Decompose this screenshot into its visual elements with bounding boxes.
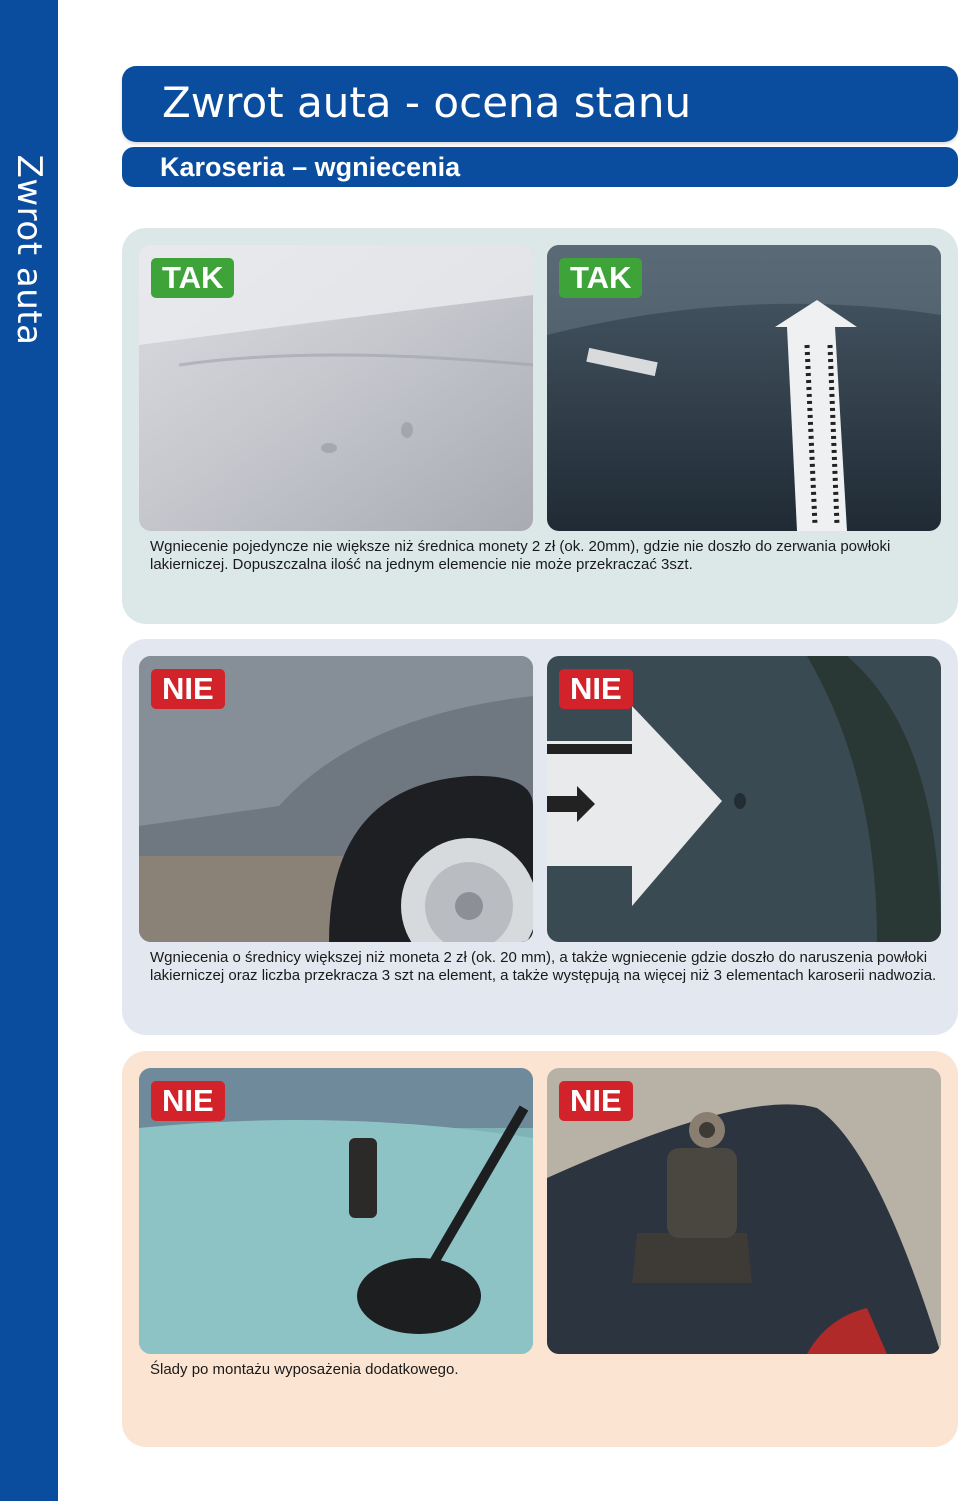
photo-grey-car-wheel-arch bbox=[139, 656, 533, 942]
unacceptable-badge: NIE bbox=[151, 669, 225, 709]
photo-dark-car-gauge bbox=[547, 245, 941, 531]
section-accessory-marks bbox=[122, 1051, 958, 1447]
section-subtitle: Karoseria – wgniecenia bbox=[160, 152, 461, 182]
unacceptable-badge: NIE bbox=[559, 1081, 633, 1121]
sidebar-label: Zwrot auta bbox=[9, 154, 49, 346]
acceptable-badge: TAK bbox=[559, 258, 642, 298]
title-bar bbox=[122, 66, 958, 142]
unacceptable-badge: NIE bbox=[151, 1081, 225, 1121]
section-caption: Wgniecenia o średnicy większej niż moneta 2 zł (ok. 20 mm), a także wgniecenie gdzie doszło do naruszenia powłoki lakierniczej oraz liczba przekracza 3 szt na element, a także występują na więcej niż 3 elementach karoserii nadwozia. bbox=[150, 949, 937, 984]
photo-roof-mount-bolt bbox=[547, 1068, 941, 1354]
section-caption: Ślady po montażu wyposażenia dodatkowego. bbox=[150, 1361, 459, 1378]
acceptable-badge: TAK bbox=[151, 258, 234, 298]
page-title: Zwrot auta - ocena stanu bbox=[162, 78, 692, 127]
section-acceptable-dents bbox=[122, 228, 958, 624]
unacceptable-badge: NIE bbox=[559, 669, 633, 709]
subtitle-bar bbox=[122, 147, 958, 187]
photo-silver-car-dent bbox=[139, 245, 533, 531]
sidebar bbox=[0, 0, 58, 1501]
section-unacceptable-dents bbox=[122, 639, 958, 1035]
photo-roof-antenna bbox=[139, 1068, 533, 1354]
section-caption: Wgniecenie pojedyncze nie większe niż średnica monety 2 zł (ok. 20mm), gdzie nie doszło do zerwania powłoki lakierniczej. Dopuszczalna ilość na jednym elemencie nie może przekraczać 3szt. bbox=[150, 538, 891, 573]
photo-dark-car-arrow-gauge bbox=[547, 656, 941, 942]
